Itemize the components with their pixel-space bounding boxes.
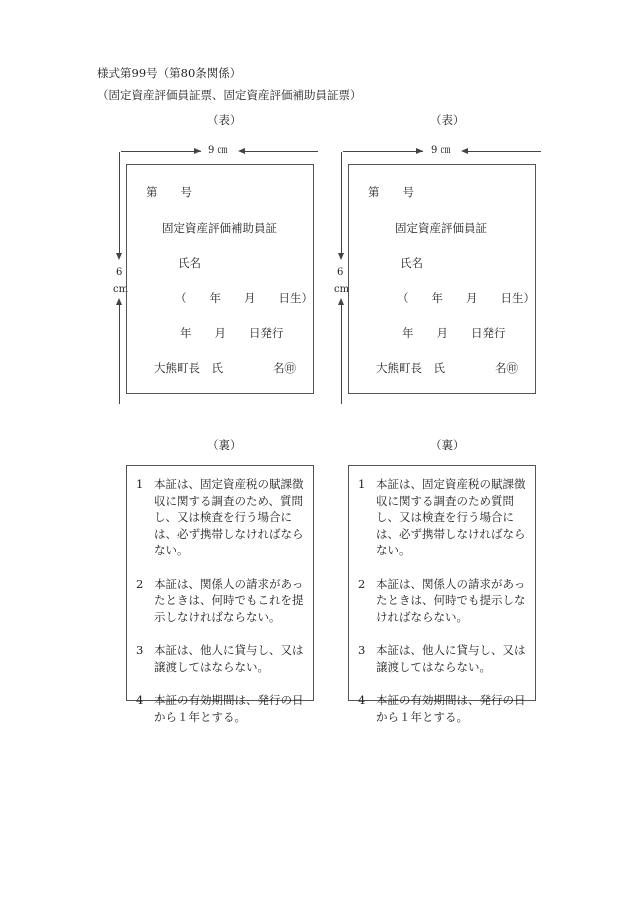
dim-height-num-right: 6 xyxy=(337,267,344,278)
front-label-right: （表） xyxy=(430,113,465,127)
dim-line-right-b xyxy=(467,151,541,152)
name-line: 氏名 xyxy=(400,256,423,270)
issuer: 大熊町長 氏 xyxy=(154,361,223,375)
back-item xyxy=(358,642,530,675)
back-item xyxy=(358,692,530,725)
back-item xyxy=(358,576,530,626)
name-line: 氏名 xyxy=(178,256,201,270)
item-number: 2 xyxy=(358,576,366,591)
item-number: 1 xyxy=(358,477,366,491)
dim-arrow-icon xyxy=(194,148,201,154)
card-front-right xyxy=(348,164,536,394)
dim-line-right-a xyxy=(343,151,423,152)
item-text: 本証は、固定資産税の賦課徴収に関する調査のため質問し、又は検査を行う場合には、必ず携帯しなければならない。 xyxy=(376,477,526,557)
form-subtitle: （固定資産評価員証票、固定資産評価補助員証票） xyxy=(97,88,362,102)
back-item xyxy=(136,576,308,626)
number-line: 第 号 xyxy=(146,185,192,199)
back-item xyxy=(136,476,308,559)
form-title: 様式第99号（第80条関係） xyxy=(97,66,242,80)
card-back-left xyxy=(126,465,314,724)
back-item xyxy=(136,692,308,725)
front-label-left: （表） xyxy=(207,113,242,127)
item-number: 3 xyxy=(136,643,144,657)
item-text: 本証の有効期間は、発行の日から１年とする。 xyxy=(154,693,304,724)
back-item xyxy=(358,476,530,559)
item-number: 4 xyxy=(136,693,144,707)
seal-mark: 名㊞ xyxy=(495,361,518,375)
item-number: 4 xyxy=(358,693,366,707)
dim-height-unit-right: cm xyxy=(334,284,350,295)
item-text: 本証は、固定資産税の賦課徴収に関する調査のため、質問し、又は検査を行う場合には、必ず携帯しなければならない。 xyxy=(154,477,304,557)
dim-vline-right-b xyxy=(341,304,342,404)
dim-vline-left-a xyxy=(119,152,120,258)
issuer: 大熊町長 氏 xyxy=(376,361,445,375)
number-line: 第 号 xyxy=(368,185,414,199)
card-front-left xyxy=(126,164,314,394)
back-label-left: （裏） xyxy=(207,438,242,452)
dim-width-right: 9 ㎝ xyxy=(431,145,451,156)
card-back-right xyxy=(348,465,536,724)
back-item xyxy=(136,642,308,675)
item-number: 3 xyxy=(358,643,366,657)
dim-height-num-left: 6 xyxy=(116,267,123,278)
birth-line: （ 年 月 日生） xyxy=(397,291,535,305)
dim-height-unit-left: cm xyxy=(113,284,129,295)
dim-line-left-a xyxy=(121,151,201,152)
item-number: 1 xyxy=(136,477,144,491)
dim-arrow-icon xyxy=(338,253,344,260)
item-text: 本証は、他人に貸与し、又は譲渡してはならない。 xyxy=(376,643,526,674)
back-label-right: （裏） xyxy=(430,438,465,452)
dim-vline-left-b xyxy=(119,304,120,404)
birth-line: （ 年 月 日生） xyxy=(175,291,313,305)
item-text: 本証の有効期間は、発行の日から１年とする。 xyxy=(376,693,526,724)
dim-arrow-icon xyxy=(416,148,423,154)
seal-mark: 名㊞ xyxy=(273,361,296,375)
item-text: 本証は、他人に貸与し、又は譲渡してはならない。 xyxy=(154,643,304,674)
item-number: 2 xyxy=(136,576,144,591)
dim-width-left: 9 ㎝ xyxy=(208,145,228,156)
issue-line: 年 月 日発行 xyxy=(402,326,506,340)
issue-line: 年 月 日発行 xyxy=(180,326,284,340)
dim-vline-right-a xyxy=(341,152,342,258)
cert-title: 固定資産評価補助員証 xyxy=(162,221,277,235)
dim-line-left-b xyxy=(244,151,318,152)
dim-arrow-icon xyxy=(116,253,122,260)
cert-title: 固定資産評価員証 xyxy=(395,221,487,235)
item-text: 本証は、関係人の請求があったときは、何時でも提示しなければならない。 xyxy=(376,576,526,624)
item-text: 本証は、関係人の請求があったときは、何時でもこれを提示しなければならない。 xyxy=(154,576,304,624)
